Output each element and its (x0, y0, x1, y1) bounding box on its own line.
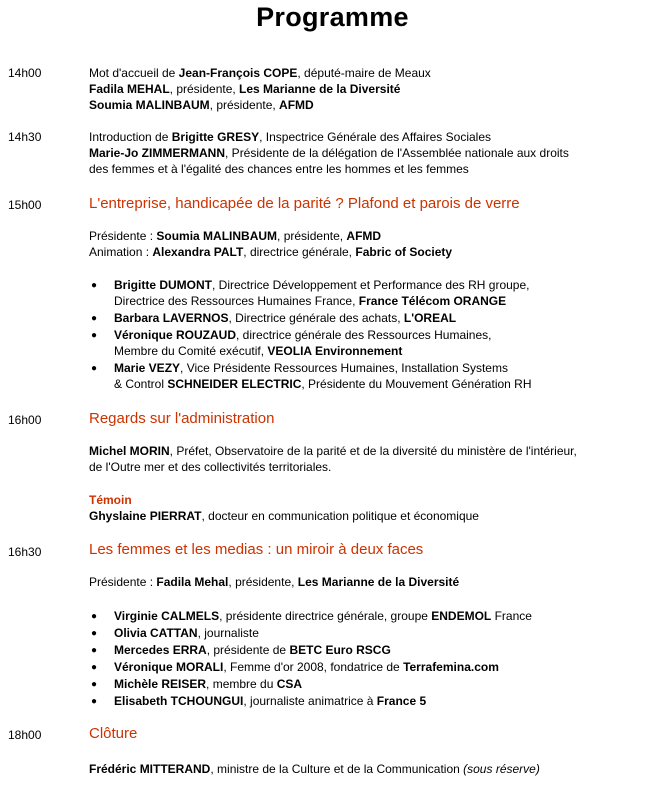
witness-label: Témoin (89, 493, 132, 507)
list-item: Marie VEZY, Vice Présidente Ressources Humaines, Installation Systems (114, 361, 508, 375)
list-item-continuation: Directrice des Ressources Humaines France, France Télécom ORANGE (114, 294, 507, 308)
list-item-continuation: & Control SCHNEIDER ELECTRIC, Présidente du Mouvement Génération RH (114, 377, 532, 391)
program-line: Animation : Alexandra PALT, directrice générale, Fabric of Society (89, 245, 453, 259)
section-heading: L'entreprise, handicapée de la parité ? Plafond et parois de verre (89, 195, 520, 212)
list-item: Véronique MORALI, Femme d'or 2008, fondatrice de Terrafemina.com (114, 660, 499, 674)
bullet-icon: ● (91, 628, 98, 639)
bullet-icon: ● (91, 313, 98, 324)
bullet-icon: ● (91, 696, 98, 707)
list-item: Olivia CATTAN, journaliste (114, 626, 259, 640)
list-item: Véronique ROUZAUD, directrice générale des Ressources Humaines, (114, 328, 492, 342)
list-item: Michèle REISER, membre du CSA (114, 677, 303, 691)
list-item: Barbara LAVERNOS, Directrice générale des achats, L'OREAL (114, 311, 457, 325)
time-slot: 14h00 (8, 66, 42, 80)
program-line: Ghyslaine PIERRAT, docteur en communication politique et économique (89, 509, 479, 523)
time-slot: 18h00 (8, 728, 42, 742)
list-item: Virginie CALMELS, présidente directrice générale, groupe ENDEMOL France (114, 609, 532, 623)
list-item: Mercedes ERRA, présidente de BETC Euro RSCG (114, 643, 391, 657)
program-line: Présidente : Soumia MALINBAUM, présidente, AFMD (89, 229, 382, 243)
time-slot: 16h30 (8, 545, 42, 559)
program-line: Mot d'accueil de Jean-François COPE, député-maire de Meaux (89, 66, 431, 80)
time-slot: 15h00 (8, 198, 42, 212)
program-line: Présidente : Fadila Mehal, présidente, Les Marianne de la Diversité (89, 575, 460, 589)
bullet-icon: ● (91, 611, 98, 622)
program-paragraph: Michel MORIN, Préfet, Observatoire de la parité et de la diversité du ministère de l'intérieur, de l'Outre mer et des collectivités territoriales. (89, 444, 577, 474)
page-title: Programme (256, 2, 409, 32)
program-line: Soumia MALINBAUM, présidente, AFMD (89, 98, 314, 112)
program-line: Fadila MEHAL, présidente, Les Marianne de la Diversité (89, 82, 401, 96)
bullet-icon: ● (91, 679, 98, 690)
bullet-icon: ● (91, 662, 98, 673)
section-heading: Clôture (89, 725, 138, 742)
program-line: Frédéric MITTERAND, ministre de la Culture et de la Communication (sous réserve) (89, 762, 540, 776)
list-item: Elisabeth TCHOUNGUI, journaliste animatrice à France 5 (114, 694, 427, 708)
program-line: Introduction de Brigitte GRESY, Inspectrice Générale des Affaires Sociales (89, 130, 491, 144)
program-paragraph: Marie-Jo ZIMMERMANN, Présidente de la délégation de l'Assemblée nationale aux droits des femmes et à l'égalité des chances entre les hommes et les femmes (89, 146, 569, 176)
list-item: Brigitte DUMONT, Directrice Développement et Performance des RH groupe, (114, 278, 530, 292)
bullet-icon: ● (91, 280, 98, 291)
bullet-icon: ● (91, 330, 98, 341)
bullet-icon: ● (91, 363, 98, 374)
section-heading: Regards sur l'administration (89, 410, 275, 427)
bullet-icon: ● (91, 645, 98, 656)
time-slot: 16h00 (8, 413, 42, 427)
time-slot: 14h30 (8, 130, 42, 144)
section-heading: Les femmes et les medias : un miroir à deux faces (89, 541, 424, 558)
list-item-continuation: Membre du Comité exécutif, VEOLIA Environnement (114, 344, 403, 358)
